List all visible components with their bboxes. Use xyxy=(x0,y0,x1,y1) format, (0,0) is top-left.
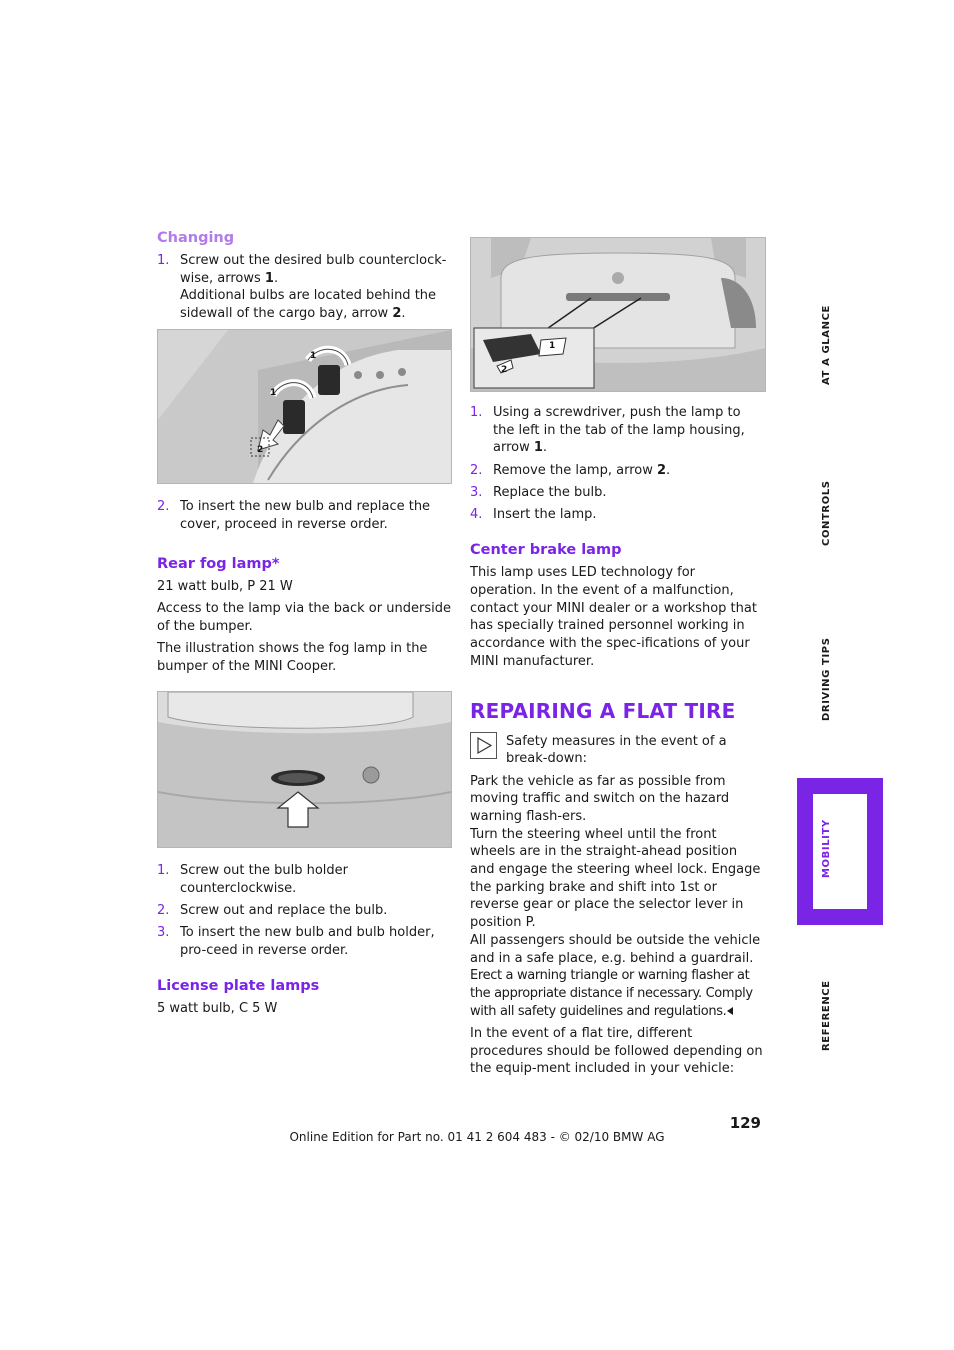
repairing-flat-tire-heading: REPAIRING A FLAT TIRE xyxy=(470,698,736,723)
note-passengers-text: All passengers should be outside the vehicle and in a safe place, e.g. behind a guardrail. xyxy=(470,932,761,966)
license-lamp-steps xyxy=(470,404,765,524)
step-number: 2. xyxy=(157,498,170,514)
changing-steps xyxy=(157,252,451,323)
footer: Online Edition for Part no. 01 41 2 604 483 - © 02/10 BMW AG xyxy=(289,1130,665,1144)
list-item: 4. Insert the lamp. xyxy=(470,507,597,523)
list-item: 2. To insert the new bulb and replace the cover, proceed in reverse order. xyxy=(157,498,431,532)
active-tab-mobility[interactable] xyxy=(797,778,883,925)
note-triangle-text: Erect a warning triangle or warning flasher at the appropriate distance if necessary. Comply with all safety guidelines and regulations. xyxy=(470,968,753,1019)
license-lamp-illustration xyxy=(471,238,765,391)
rear-fog-lamp-heading: Rear fog lamp* xyxy=(157,555,280,572)
list-item: 2. Screw out and replace the bulb. xyxy=(157,903,388,919)
step-number: 1. xyxy=(157,253,170,268)
list-item: 1. Screw out the bulb holder counterclockwise. xyxy=(157,863,348,896)
list-item: 1. Using a screwdriver, push the lamp to the left in the tab of the lamp housing, arrow 1. xyxy=(470,405,745,456)
svg-text:1: 1 xyxy=(549,341,556,351)
fog-bulb-spec: 21 watt bulb, P 21 W xyxy=(157,578,293,594)
center-brake-lamp-heading: Center brake lamp xyxy=(470,542,622,559)
svg-text:2: 2 xyxy=(501,365,508,375)
cargo-bay-bulb-figure xyxy=(157,329,452,484)
right-column xyxy=(470,237,765,1083)
svg-text:1: 1 xyxy=(270,387,277,398)
end-of-note-icon xyxy=(727,1007,733,1015)
fog-steps xyxy=(157,862,451,960)
license-bulb-spec: 5 watt bulb, C 5 W xyxy=(157,1001,278,1017)
fog-access-text: Access to the lamp via the back or underside of the bumper. xyxy=(157,600,451,634)
changing-steps-continued xyxy=(157,498,451,533)
left-column xyxy=(157,228,451,1022)
note-triangle-icon xyxy=(470,732,497,759)
center-brake-text: This lamp uses LED technology for operation. In the event of a malfunction, contact your MINI dealer or a workshop that has specially trained personnel working in accordance with the spec-ifications of your MINI manufacturer. xyxy=(470,565,757,669)
svg-text:1: 1 xyxy=(310,350,317,361)
list-item: 1. Screw out the desired bulb counterclock-wise, arrows 1. Additional bulbs are located behind the sidewall of the cargo bay, arrow 2. xyxy=(157,253,447,322)
flat-tire-intro-text: In the event of a flat tire, different procedures should be followed depending on the equip-ment included in your vehicle: xyxy=(470,1025,763,1077)
license-lamp-figure xyxy=(470,237,766,392)
list-item: 3. Replace the bulb. xyxy=(470,484,607,500)
list-item: 3. To insert the new bulb and bulb holder, pro-ceed in reverse order. xyxy=(157,925,435,959)
fog-lamp-figure xyxy=(157,691,452,848)
safety-note xyxy=(470,733,765,1021)
list-item: 2. Remove the lamp, arrow 2. xyxy=(470,462,671,478)
cargo-bay-illustration xyxy=(158,330,451,483)
changing-heading: Changing xyxy=(157,230,235,246)
note-heading: Safety measures in the event of a break-down: xyxy=(506,733,727,767)
license-plate-lamps-heading: License plate lamps xyxy=(157,978,320,995)
note-steering-text: Turn the steering wheel until the front wheels are in the straight-ahead position and engage the steering wheel lock. Engage the parking brake and shift into 1st or reverse gear or place the selector lever in position P. xyxy=(470,826,761,931)
fog-illustration-text: The illustration shows the fog lamp in the bumper of the MINI Cooper. xyxy=(157,640,428,674)
page-number: 129 xyxy=(729,1114,761,1132)
note-park-text: Park the vehicle as far as possible from moving traffic and switch on the hazard warning flash-ers. xyxy=(470,773,730,824)
fog-lamp-illustration xyxy=(158,692,451,847)
svg-text:2: 2 xyxy=(257,444,264,455)
